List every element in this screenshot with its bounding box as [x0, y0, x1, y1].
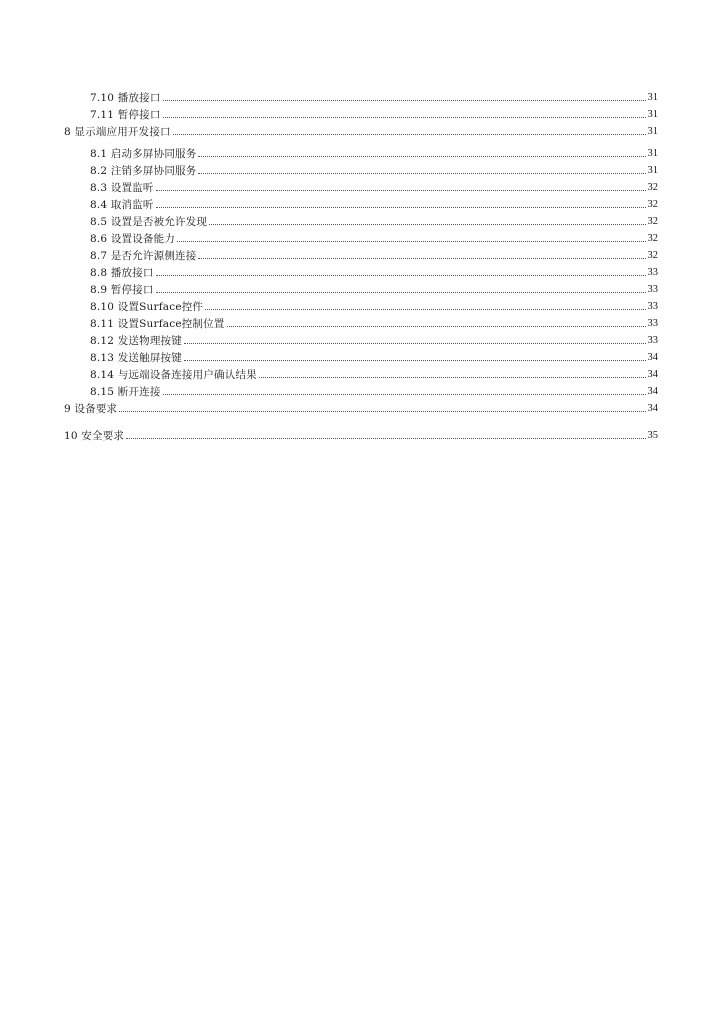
toc-entry[interactable] — [0, 245, 658, 262]
toc-leader-dots — [163, 100, 646, 101]
toc-page-number: 35 — [647, 430, 658, 441]
toc-entry-label: 7.11 暂停接口 — [90, 109, 161, 121]
toc-entry[interactable] — [0, 313, 658, 330]
toc-page-number: 31 — [647, 92, 658, 103]
toc-leader-dots — [177, 241, 645, 242]
toc-page-number: 31 — [647, 109, 658, 120]
toc-entry[interactable] — [0, 364, 658, 381]
toc-entry-label: 8.1 启动多屏协同服务 — [90, 148, 197, 160]
toc-entry[interactable] — [0, 228, 658, 245]
toc-leader-dots — [198, 156, 645, 157]
toc-entry-label: 8.6 设置设备能力 — [90, 233, 176, 245]
toc-page-number: 32 — [647, 199, 658, 210]
toc-entry[interactable] — [0, 330, 658, 347]
toc-entry[interactable] — [0, 347, 658, 364]
toc-page-number: 33 — [647, 318, 658, 329]
toc-entry[interactable] — [0, 143, 658, 160]
toc-page-number: 33 — [647, 335, 658, 346]
toc-page-number: 34 — [647, 403, 658, 414]
toc-entry[interactable] — [0, 262, 658, 279]
toc-entry-label: 8.13 发送触屏按键 — [90, 352, 182, 364]
toc-page-number: 34 — [647, 386, 658, 397]
toc-entry-label: 8.4 取消监听 — [90, 199, 154, 211]
toc-page-number: 32 — [647, 216, 658, 227]
toc-entry-label: 8.12 发送物理按键 — [90, 335, 182, 347]
toc-page-number: 34 — [647, 352, 658, 363]
toc-page-number: 31 — [647, 165, 658, 176]
toc-leader-dots — [184, 360, 646, 361]
toc-page-number: 31 — [647, 148, 658, 159]
toc-page-number: 33 — [647, 284, 658, 295]
toc-chapter-entry[interactable] — [0, 121, 658, 138]
toc-entry[interactable] — [0, 194, 658, 211]
toc-leader-dots — [227, 326, 646, 327]
toc-page-number: 33 — [647, 301, 658, 312]
toc-entry[interactable] — [0, 381, 658, 398]
toc-leader-dots — [126, 438, 645, 439]
toc-page-number: 32 — [647, 250, 658, 261]
toc-page-number: 31 — [647, 126, 658, 137]
toc-entry-label: 8.8 播放接口 — [90, 267, 154, 279]
toc-entry[interactable] — [0, 211, 658, 228]
toc-leader-dots — [184, 343, 646, 344]
table-of-contents — [0, 87, 724, 442]
toc-entry-label: 7.10 播放接口 — [90, 92, 161, 104]
toc-entry-label: 8.5 设置是否被允许发现 — [90, 216, 208, 228]
toc-entry-label: 8.15 断开连接 — [90, 386, 161, 398]
toc-entry[interactable] — [0, 177, 658, 194]
toc-leader-dots — [205, 309, 645, 310]
toc-entry-label: 9 设备要求 — [64, 403, 118, 415]
toc-leader-dots — [156, 292, 646, 293]
toc-entry[interactable] — [0, 279, 658, 296]
toc-leader-dots — [163, 394, 646, 395]
toc-entry-label: 8.10 设置Surface控件 — [90, 301, 204, 313]
toc-page-number: 32 — [647, 233, 658, 244]
toc-entry-label: 8.11 设置Surface控制位置 — [90, 318, 225, 330]
toc-entry-label: 8.14 与远端设备连接用户确认结果 — [90, 369, 257, 381]
toc-entry-label: 8.2 注销多屏协同服务 — [90, 165, 197, 177]
toc-leader-dots — [119, 411, 645, 412]
toc-leader-dots — [163, 117, 646, 118]
toc-entry[interactable] — [0, 160, 658, 177]
toc-entry[interactable] — [0, 296, 658, 313]
toc-entry-label: 10 安全要求 — [64, 430, 125, 442]
toc-leader-dots — [259, 377, 646, 378]
toc-leader-dots — [156, 275, 646, 276]
toc-leader-dots — [156, 190, 646, 191]
toc-leader-dots — [198, 258, 645, 259]
toc-chapter-entry[interactable] — [0, 425, 658, 442]
toc-entry-label: 8.3 设置监听 — [90, 182, 154, 194]
toc-chapter-entry[interactable] — [0, 398, 658, 415]
toc-entry[interactable] — [0, 104, 658, 121]
toc-entry-label: 8 显示端应用开发接口 — [64, 126, 171, 138]
toc-leader-dots — [198, 173, 645, 174]
toc-leader-dots — [173, 134, 646, 135]
toc-page-number: 33 — [647, 267, 658, 278]
toc-page-number: 32 — [647, 182, 658, 193]
toc-entry-label: 8.7 是否允许源侧连接 — [90, 250, 197, 262]
toc-leader-dots — [209, 224, 645, 225]
toc-entry-label: 8.9 暂停接口 — [90, 284, 154, 296]
toc-page-number: 34 — [647, 369, 658, 380]
toc-leader-dots — [156, 207, 646, 208]
toc-entry[interactable] — [0, 87, 658, 104]
spacer — [0, 415, 724, 425]
